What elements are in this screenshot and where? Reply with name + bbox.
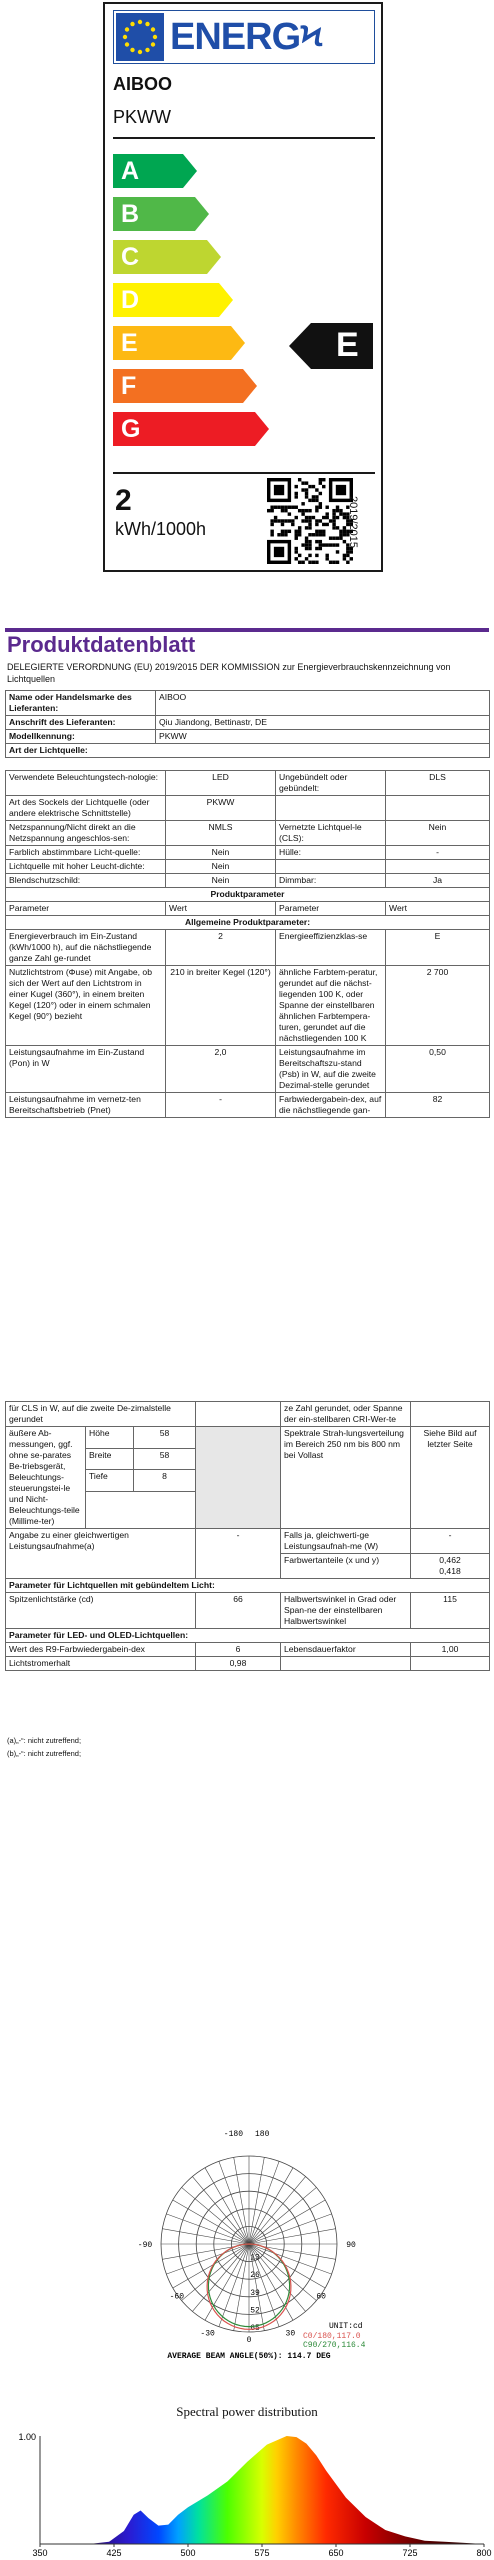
param-label: Leistungsaufnahme im Ein-Zustand (Pon) in W <box>6 1046 166 1093</box>
table-row <box>6 716 490 730</box>
table-row <box>6 796 490 821</box>
eu-star-icon <box>151 42 155 46</box>
param-value <box>411 1402 490 1427</box>
led-header: Parameter für LED- und OLED-Lichtquellen: <box>6 1629 490 1643</box>
param-value: 2,0 <box>166 1046 276 1093</box>
polar-unit: UNIT:cd <box>329 2322 363 2331</box>
param-label: Nutzlichtstrom (Φuse) mit Angabe, ob sich der Wert auf den Lichtstrom in einer Kugel (360°), in einem breiten Kegel (120°) oder in einem schmalen Kegel (90°) bezieht <box>6 966 166 1046</box>
type-value <box>386 796 490 821</box>
table-row <box>6 860 490 874</box>
eu-star-icon <box>125 42 129 46</box>
param-label: ze Zahl gerundet, oder Spanne der ein-stellbaren CRI-Wer-te <box>281 1402 411 1427</box>
param-columns-row <box>6 902 490 916</box>
param-column-header: Parameter <box>276 902 386 916</box>
table-row <box>6 874 490 888</box>
eu-star-icon <box>125 27 129 31</box>
spectrum-title: Spectral power distribution <box>176 2404 318 2419</box>
x-tick-label: 575 <box>254 2548 270 2558</box>
param-column-header: Wert <box>386 902 490 916</box>
polar-radius-label: 26 <box>250 2271 260 2281</box>
eu-star-icon <box>145 48 149 52</box>
energy-class-bar <box>113 197 209 231</box>
energy-class-letter: B <box>121 200 140 228</box>
energy-class-bar <box>113 326 245 360</box>
peak-intensity-value: 66 <box>196 1593 281 1629</box>
x-tick-label: 425 <box>106 2548 122 2558</box>
polar-legend-c0: C0/180,117.0 <box>303 2332 361 2341</box>
table-row <box>6 1402 490 1427</box>
spectral-value: Siehe Bild auf letzter Seite <box>411 1427 490 1529</box>
params-continued-table <box>5 1401 490 1671</box>
table-row <box>6 930 490 966</box>
type-label: Hülle: <box>276 846 386 860</box>
peak-intensity-label: Spitzenlichtstärke (cd) <box>6 1593 196 1629</box>
label-divider-bottom <box>113 472 375 474</box>
polar-intensity-diagram <box>104 2126 394 2400</box>
type-value <box>386 860 490 874</box>
row-label: Anschrift des Lieferanten: <box>6 716 156 730</box>
dim-value: 58 <box>134 1427 196 1449</box>
energy-class-letter: F <box>121 372 137 400</box>
type-value: LED <box>166 771 276 796</box>
supplier-table <box>5 690 490 758</box>
dls-header: Parameter für Lichtquellen mit gebündeltem Licht: <box>6 1579 490 1593</box>
dims-label: äußere Ab-messungen, ggf. ohne se-parates Be-triebsgerät, Beleuchtungs-steuerungstei-le und Nicht-Beleuchtungs-teile (Millime-ter) <box>6 1427 86 1529</box>
equiv-power-r-label: Falls ja, gleichwerti-ge Leistungsaufnah-me (W) <box>281 1529 411 1554</box>
energy-class-bar <box>113 369 257 403</box>
energy-class-bar <box>113 412 269 446</box>
x-tick-label: 725 <box>402 2548 418 2558</box>
row-label: Modellkennung: <box>6 730 156 744</box>
type-label: Ungebündelt oder gebündelt: <box>276 771 386 796</box>
param-label: Energieverbrauch im Ein-Zustand (kWh/1000 h), auf die nächstliegende ganze Zahl ge-rundet <box>6 930 166 966</box>
polar-angle-label: 60 <box>316 2292 326 2302</box>
dim-name: Höhe <box>86 1427 134 1449</box>
label-supplier-name: AIBOO <box>113 74 173 94</box>
survival-factor-value: 1,00 <box>411 1643 490 1657</box>
param-label: Farbwiedergabein-dex, auf die nächstliegende gan- <box>276 1093 386 1118</box>
polar-angle-label: 90 <box>346 2241 356 2250</box>
type-value: PKWW <box>166 796 276 821</box>
polar-angle-label: -90 <box>137 2241 153 2250</box>
type-value: Ja <box>386 874 490 888</box>
param-value: 2 <box>166 930 276 966</box>
energy-class-letter: C <box>121 243 140 271</box>
sheet-regulation-text: DELEGIERTE VERORDNUNG (EU) 2019/2015 DER KOMMISSION zur Energieverbrauchskennzeichnung von Lichtquellen <box>7 662 451 684</box>
eu-star-icon <box>151 27 155 31</box>
type-label: Blendschutzschild: <box>6 874 166 888</box>
consumption-value: 2 <box>115 484 132 517</box>
polar-angle-label: 30 <box>285 2329 296 2339</box>
sheet-title: Produktdatenblatt <box>5 628 489 656</box>
type-value: DLS <box>386 771 490 796</box>
consumption-unit: kWh/1000h <box>115 519 207 539</box>
dim-value: 8 <box>134 1470 196 1492</box>
r9-value: 6 <box>196 1643 281 1657</box>
light-source-type-table <box>5 770 490 1118</box>
param-value: E <box>386 930 490 966</box>
param-value: 82 <box>386 1093 490 1118</box>
table-row <box>6 730 490 744</box>
product-class-arrow <box>289 323 373 369</box>
type-label: Lichtquelle mit hoher Leucht-dichte: <box>6 860 166 874</box>
equiv-power-r-value: - <box>411 1529 490 1554</box>
energy-class-bar <box>113 154 197 188</box>
survival-factor-label: Lebensdauerfaktor <box>281 1643 411 1657</box>
chromaticity-label: Farbwertanteile (x und y) <box>281 1554 411 1579</box>
eu-star-icon <box>123 35 127 39</box>
eu-star-icon <box>153 35 157 39</box>
energy-class-letter: A <box>121 157 140 185</box>
table-row <box>6 966 490 1046</box>
type-label: Dimmbar: <box>276 874 386 888</box>
row-value: AIBOO <box>156 691 490 716</box>
type-label <box>276 860 386 874</box>
type-label <box>276 796 386 821</box>
row-value: Qiu Jiandong, Bettinastr, DE <box>156 716 490 730</box>
eu-star-icon <box>145 22 149 26</box>
energy-label <box>103 2 383 572</box>
param-value: 0,50 <box>386 1046 490 1093</box>
type-label: Art des Sockels der Lichtquelle (oder andere elektrische Schnittstelle) <box>6 796 166 821</box>
polar-angle-label: 0 <box>246 2336 252 2345</box>
params-header: Produktparameter <box>6 888 490 902</box>
param-label: ähnliche Farbtem-peratur, gerundet auf die nächst-liegenden 100 K, oder Spanne der einstellbaren ähnlichen Farbtempera-turen, gerundet auf die nächstliegenden 100 K <box>276 966 386 1046</box>
param-value: 210 in breiter Kegel (120°) <box>166 966 276 1046</box>
polar-legend-c90: C90/270,116.4 <box>303 2341 366 2350</box>
param-label: Energieeffizienzklas-se <box>276 930 386 966</box>
spectral-label: Spektrale Strah-lungsverteilung im Bereich 250 nm bis 800 nm bei Vollast <box>281 1427 411 1529</box>
sheet-notes <box>7 1734 81 1760</box>
product-class-letter: E <box>336 326 359 364</box>
type-value: Nein <box>166 846 276 860</box>
param-value <box>196 1402 281 1427</box>
type-value: NMLS <box>166 821 276 846</box>
energy-class-letter: E <box>121 329 138 357</box>
polar-beam-angle-caption: AVERAGE BEAM ANGLE(50%): 114.7 DEG <box>167 2352 331 2361</box>
x-tick-label: 500 <box>180 2548 196 2558</box>
polar-radius-label: 65 <box>250 2324 260 2333</box>
table-row <box>6 1046 490 1093</box>
polar-angle-label: -30 <box>200 2329 215 2339</box>
polar-radius-label: 13 <box>250 2253 260 2263</box>
param-value: 2 700 <box>386 966 490 1046</box>
param-column-header: Parameter <box>6 902 166 916</box>
y-tick-label: 1.00 <box>18 2432 36 2442</box>
type-value: Nein <box>166 874 276 888</box>
r9-label: Wert des R9-Farbwiedergabein-dex <box>6 1643 196 1657</box>
energy-label-header <box>113 10 375 64</box>
type-label: Vernetzte Lichtquel-le (CLS): <box>276 821 386 846</box>
chromaticity-value: 0,462 0,418 <box>411 1554 490 1579</box>
eu-star-icon <box>138 50 142 54</box>
row-value: PKWW <box>156 730 490 744</box>
param-label: für CLS in W, auf die zweite De-zimalstelle gerundet <box>6 1402 196 1427</box>
energy-class-letter: D <box>121 286 140 314</box>
beam-angle-label: Halbwertswinkel in Grad oder Span-ne der einstellbaren Halbwertswinkel <box>281 1593 411 1629</box>
param-value: - <box>166 1093 276 1118</box>
eu-star-icon <box>130 48 134 52</box>
dim-name: Breite <box>86 1448 134 1470</box>
table-row <box>6 821 490 846</box>
energy-class-letter: G <box>121 415 141 443</box>
dim-name: Tiefe <box>86 1470 134 1492</box>
x-tick-label: 650 <box>328 2548 344 2558</box>
spectrum-area <box>40 2436 484 2544</box>
table-row <box>6 691 490 716</box>
label-divider <box>113 137 375 139</box>
table-row <box>6 846 490 860</box>
type-label: Verwendete Beleuchtungstech-nologie: <box>6 771 166 796</box>
beam-angle-value: 115 <box>411 1593 490 1629</box>
row-label: Art der Lichtquelle: <box>6 744 490 758</box>
eu-star-icon <box>138 20 142 24</box>
eu-star-icon <box>130 22 134 26</box>
type-value: Nein <box>166 860 276 874</box>
table-row <box>6 744 490 758</box>
type-label: Farblich abstimmbare Licht-quelle: <box>6 846 166 860</box>
note: (a)„-“: nicht zutreffend; <box>7 1736 82 1745</box>
param-column-header: Wert <box>166 902 276 916</box>
note: (b)„-“: nicht zutreffend; <box>7 1749 82 1758</box>
equiv-power-value: - <box>196 1529 281 1579</box>
label-regulation: 2019/2015 <box>347 496 359 548</box>
table-row <box>6 1093 490 1118</box>
polar-radius-label: 39 <box>250 2288 260 2298</box>
param-label: Leistungsaufnahme im Bereitschaftszu-stand (Psb) in W, auf die zweite Dezimal-stelle gerundet <box>276 1046 386 1093</box>
label-model-id: PKWW <box>113 107 171 127</box>
polar-angle-label: -180 <box>223 2130 243 2139</box>
polar-angle-label: -60 <box>169 2292 185 2302</box>
x-tick-label: 800 <box>476 2548 492 2558</box>
param-label: Leistungsaufnahme im vernetz-ten Bereitschaftsbetrieb (Pnet) <box>6 1093 166 1118</box>
dim-value: 58 <box>134 1448 196 1470</box>
lumen-maintenance-label: Lichtstromerhalt <box>6 1657 196 1671</box>
equiv-power-label: Angabe zu einer gleichwertigen Leistungsaufnahme(a) <box>6 1529 196 1579</box>
polar-radius-label: 52 <box>250 2306 260 2316</box>
eu-flag-icon <box>116 13 164 61</box>
energy-class-bar <box>113 240 221 274</box>
qr-code <box>267 478 353 564</box>
x-tick-label: 350 <box>32 2548 48 2558</box>
energy-word: ENERGϞ <box>170 16 322 58</box>
lumen-maintenance-value: 0,98 <box>196 1657 281 1671</box>
energy-class-bar <box>113 283 233 317</box>
general-params-header: Allgemeine Produktparameter: <box>6 916 490 930</box>
spectrum-chart <box>6 2430 492 2558</box>
table-row <box>6 771 490 796</box>
type-value: Nein <box>386 821 490 846</box>
type-label: Netzspannung/Nicht direkt an die Netzspannung angeschlos-sen: <box>6 821 166 846</box>
type-value: - <box>386 846 490 860</box>
polar-angle-label: 180 <box>255 2130 270 2139</box>
row-label: Name oder Handelsmarke des Lieferanten: <box>6 691 156 716</box>
